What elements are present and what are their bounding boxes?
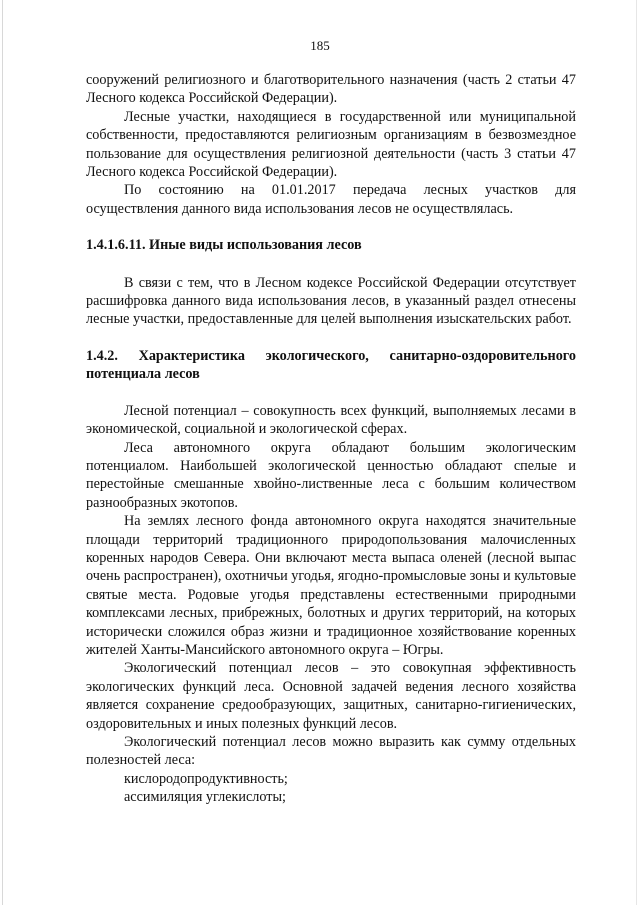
paragraph: Лесной потенциал – совокупность всех функций, выполняемых лесами в экономической, социальной и экологической сферах. — [86, 402, 576, 438]
paragraph: Леса автономного округа обладают большим экологическим потенциалом. Наибольшей экологической ценностью обладают спелые и перестойные смешанные хвойно-лиственные леса с большим количеством разнообразных экотопов. — [86, 439, 576, 511]
list-item: кислородопродуктивность; — [124, 770, 288, 787]
paragraph: На землях лесного фонда автономного округа находятся значительные площади территорий традиционного природопользования малочисленных коренных народов Севера. Они включают места выпаса оленей (лесной выпас очень распространен), охотничьи угодья, ягодно-промысловые зоны и культовые святые места. Родовые угодья представлены естественными природными комплексами лесных, прибрежных, болотных и других территорий, на которых исторически сложился образ жизни и традиционное хозяйствование коренных жителей Ханты-Мансийского автономного округа – Югры. — [86, 513, 576, 658]
page-body — [86, 71, 576, 807]
paragraph: Экологический потенциал лесов можно выразить как сумму отдельных полезностей леса: — [86, 734, 576, 769]
paragraph: В связи с тем, что в Лесном кодексе Российской Федерации отсутствует расшифровка данного вида использования лесов, в указанный раздел отнесены лесные участки, предоставленные для целей выполнения изыскательских работ. — [86, 274, 576, 328]
paragraph: Лесные участки, находящиеся в государственной или муниципальной собственности, предоставляются религиозным организациям в безвозмездное пользование для осуществления религиозной деятельности (часть 3 статьи 47 Лесного кодекса Российской Федерации). — [86, 108, 576, 181]
page-edge-left — [2, 0, 3, 905]
paragraph: По состоянию на 01.01.2017 передача лесных участков для осуществления данного вида использования лесов не осуществлялась. — [86, 182, 576, 217]
page-number: 185 — [310, 38, 330, 53]
list-item: ассимиляция углекислоты; — [124, 789, 286, 806]
section-heading: 1.4.2. Характеристика экологического, санитарно-оздоровительного потенциала лесов — [86, 347, 576, 383]
page-edge-right — [636, 0, 637, 905]
paragraph: сооружений религиозного и благотворительного назначения (часть 2 статьи 47 Лесного кодекса Российской Федерации). — [86, 72, 576, 107]
section-heading: 1.4.1.6.11. Иные виды использования лесов — [86, 237, 362, 254]
paragraph: Экологический потенциал лесов – это совокупная эффективность экологических функций леса. Основной задачей ведения лесного хозяйства является сохранение средообразующих, защитных, санитарно-гигиенических, оздоровительных и иных полезных функций лесов. — [86, 660, 576, 732]
